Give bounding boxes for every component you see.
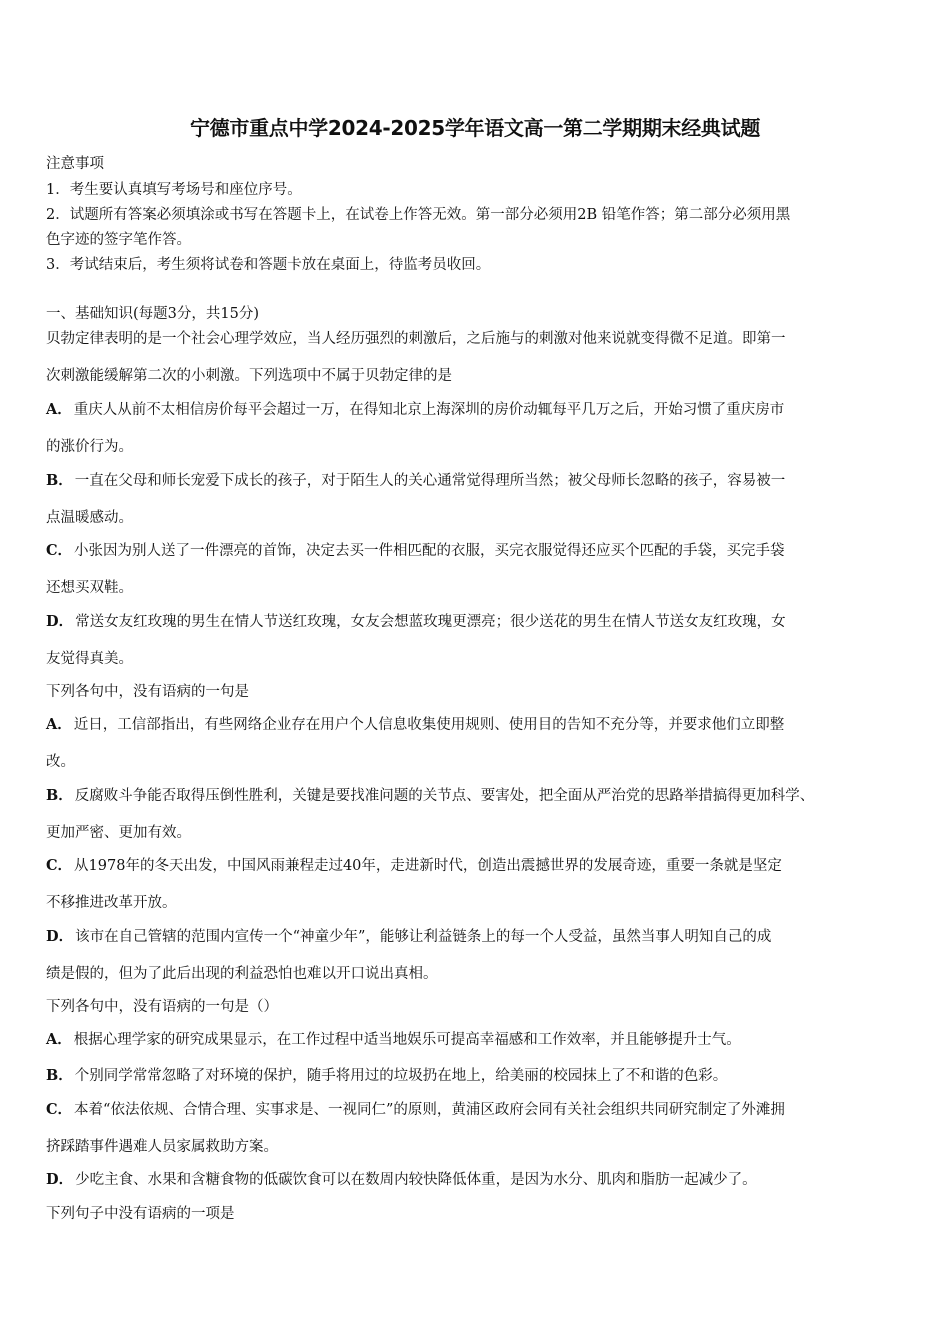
q2-option-a <box>46 713 908 734</box>
q1-option-d-cont: 友觉得真美。 <box>46 651 133 667</box>
option-letter: B． <box>46 472 73 489</box>
q2-stem: 下列各句中，没有语病的一句是 <box>46 684 249 700</box>
q1-option-a <box>46 398 908 419</box>
option-text: 根据心理学家的研究成果显示，在工作过程中适当地娱乐可提高幸福感和工作效率，并且能够提升士气。 <box>73 1032 741 1048</box>
option-text: 该市在自己管辖的范围内宣传一个“神童少年”，能够让利益链条上的每一个人受益，虽然当事人明知自己的成 <box>75 929 772 945</box>
q3-option-d <box>46 1168 908 1189</box>
option-text: 重庆人从前不太相信房价每平会超过一万，在得知北京上海深圳的房价动辄每平几万之后，开始习惯了重庆房市 <box>73 402 785 418</box>
option-letter: B． <box>46 787 73 804</box>
option-text: 个别同学常常忽略了对环境的保护，随手将用过的垃圾扔在地上，给美丽的校园抹上了不和谐的色彩。 <box>74 1068 728 1084</box>
option-letter: C． <box>46 542 73 559</box>
option-letter: D． <box>46 1171 74 1188</box>
q2-option-b-cont: 更加严密、更加有效。 <box>46 825 191 841</box>
q1-option-a-cont: 的涨价行为。 <box>46 439 133 455</box>
option-text: 本着“依法依规、合情合理、实事求是、一视同仁”的原则，黄浦区政府会同有关社会组织共同研究制定了外滩拥 <box>74 1102 785 1118</box>
section-heading: 一、基础知识(每题3分，共15分) <box>46 306 259 322</box>
q2-option-c <box>46 854 908 875</box>
q2-option-c-cont: 不移推进改革开放。 <box>46 895 177 911</box>
q2-option-b <box>46 784 908 805</box>
q3-option-c-cont: 挤踩踏事件遇难人员家属救助方案。 <box>46 1139 278 1155</box>
q1-option-c-cont: 还想买双鞋。 <box>46 580 133 596</box>
option-letter: A． <box>46 1031 72 1048</box>
option-text: 从1978年的冬天出发，中国风雨兼程走过40年，走进新时代，创造出震撼世界的发展奇迹，重要一条就是坚定 <box>74 858 782 874</box>
option-text: 常送女友红玫瑰的男生在情人节送红玫瑰，女友会想蓝玫瑰更漂亮；很少送花的男生在情人节送女友红玫瑰，女 <box>75 614 786 630</box>
q2-option-d-cont: 绩是假的，但为了此后出现的利益恐怕也难以开口说出真相。 <box>46 966 438 982</box>
option-text: 近日，工信部指出，有些网络企业存在用户个人信息收集使用规则、使用目的告知不充分等，并要求他们立即整 <box>73 717 785 733</box>
notice-item-2-cont: 色字迹的签字笔作答。 <box>46 232 191 248</box>
option-letter: B． <box>46 1067 73 1084</box>
option-text: 一直在父母和师长宠爱下成长的孩子，对于陌生人的关心通常觉得理所当然；被父母师长忽略的孩子，容易被一 <box>74 473 786 489</box>
option-letter: D． <box>46 613 74 630</box>
option-text: 反腐败斗争能否取得压倒性胜利，关键是要找准问题的关节点、要害处，把全面从严治党的思路举措搞得更加科学、 <box>74 788 815 804</box>
notice-item-2: 2．试题所有答案必须填涂或书写在答题卡上，在试卷上作答无效。第一部分必须用2B 铅笔作答；第二部分必须用黑 <box>46 207 791 223</box>
q3-option-c <box>46 1098 908 1119</box>
option-letter: C． <box>46 1101 73 1118</box>
q3-stem: 下列各句中，没有语病的一句是（） <box>46 999 278 1015</box>
q1-option-b <box>46 469 908 490</box>
notice-heading: 注意事项 <box>46 156 104 172</box>
page-title: 宁德市重点中学2024-2025学年语文高一第二学期期末经典试题 <box>189 116 761 140</box>
option-letter: D． <box>46 928 74 945</box>
q2-option-d <box>46 925 908 946</box>
q1-stem-line1: 贝勃定律表明的是一个社会心理学效应，当人经历强烈的刺激后，之后施与的刺激对他来说就变得微不足道。即第一 <box>46 331 786 347</box>
q1-option-d <box>46 610 908 631</box>
q1-stem-line2: 次刺激能缓解第二次的小刺激。下列选项中不属于贝勃定律的是 <box>46 368 452 384</box>
option-letter: A． <box>46 716 72 733</box>
notice-item-3: 3．考试结束后，考生须将试卷和答题卡放在桌面上，待监考员收回。 <box>46 257 491 273</box>
q3-option-a <box>46 1028 908 1049</box>
q2-option-a-cont: 改。 <box>46 754 75 770</box>
q1-option-c <box>46 539 908 560</box>
q1-option-b-cont: 点温暖感动。 <box>46 510 133 526</box>
option-text: 少吃主食、水果和含糖食物的低碳饮食可以在数周内较快降低体重，是因为水分、肌肉和脂肪一起减少了。 <box>75 1172 757 1188</box>
option-letter: A． <box>46 401 72 418</box>
option-letter: C． <box>46 857 73 874</box>
option-text: 小张因为别人送了一件漂亮的首饰，决定去买一件相匹配的衣服，买完衣服觉得还应买个匹配的手袋，买完手袋 <box>74 543 785 559</box>
notice-item-1: 1．考生要认真填写考场号和座位序号。 <box>46 182 302 198</box>
q4-stem: 下列句子中没有语病的一项是 <box>46 1206 235 1222</box>
q3-option-b <box>46 1064 908 1085</box>
